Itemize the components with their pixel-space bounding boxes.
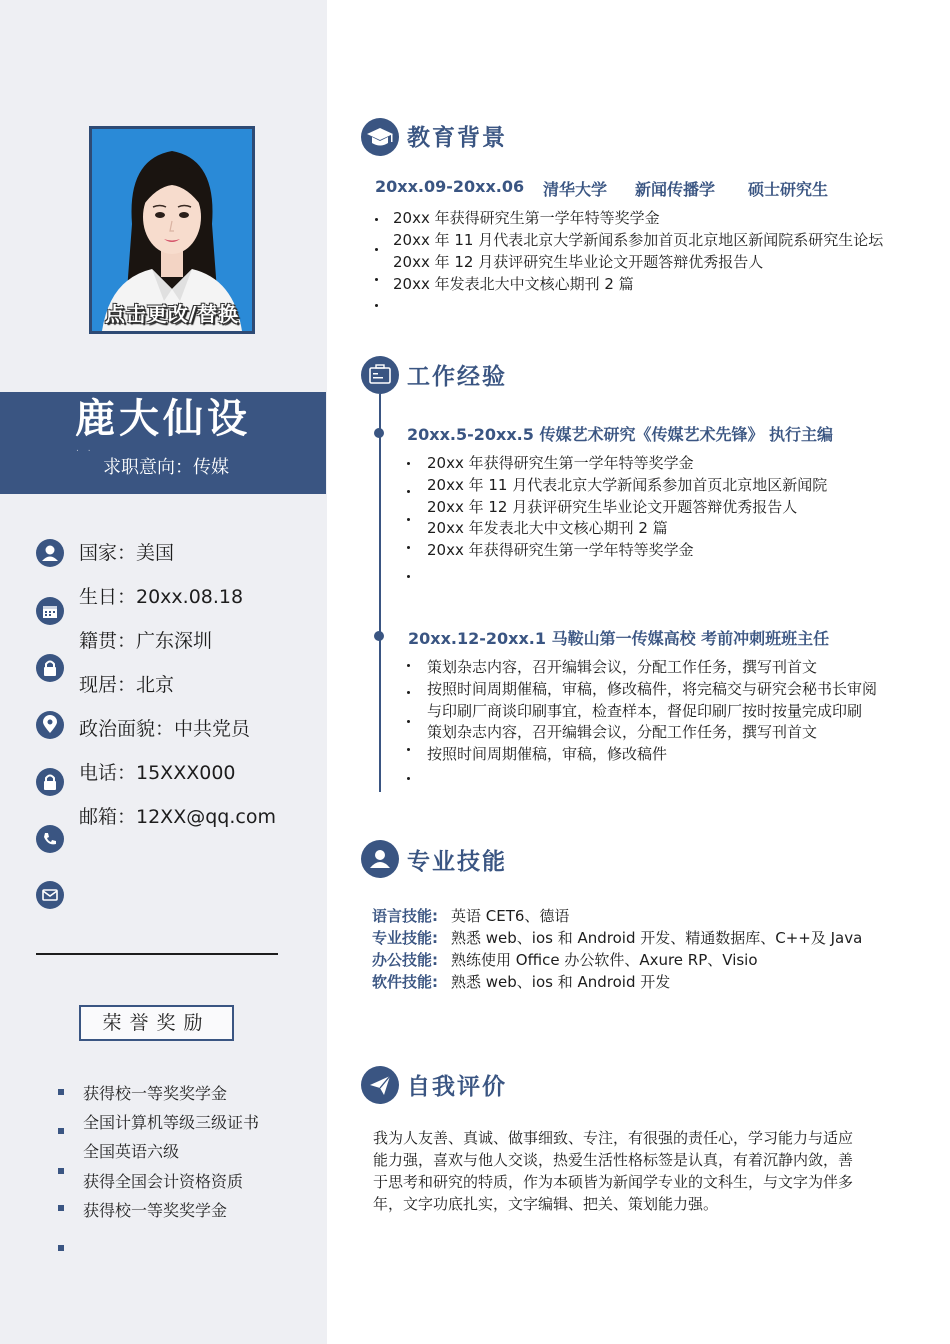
honor-bullet bbox=[58, 1089, 64, 1095]
user-lock-icon bbox=[36, 768, 64, 796]
info-phone: 电话：15XXX000 bbox=[79, 762, 236, 784]
job-item: 20xx 年获得研究生第一学年特等奖学金 bbox=[427, 454, 694, 472]
banner-dots: . . bbox=[76, 444, 94, 454]
education-degree: 硕士研究生 bbox=[748, 180, 829, 199]
info-country: 国家：美国 bbox=[79, 542, 175, 564]
info-residence: 现居：北京 bbox=[79, 674, 175, 696]
info-political: 政治面貌：中共党员 bbox=[79, 718, 251, 740]
education-major: 新闻传播学 bbox=[635, 180, 716, 199]
bullet-dot bbox=[407, 518, 410, 521]
skill-value: 熟悉 web、ios 和 Android 开发、精通数据库、C++及 Java bbox=[451, 929, 863, 947]
job-head: 20xx.12-20xx.1 马鞍山第一传媒高校 考前冲刺班班主任 bbox=[408, 629, 830, 648]
bullet-dot bbox=[407, 490, 410, 493]
skill-label: 办公技能: bbox=[372, 951, 438, 969]
self-eval-line: 我为人友善、真诚、做事细致、专注，有很强的责任心，学习能力与适应 bbox=[373, 1129, 854, 1147]
job-item: 20xx 年发表北大中文核心期刊 2 篇 bbox=[427, 519, 668, 537]
self-eval-title: 自我评价 bbox=[407, 1074, 507, 1100]
info-email: 邮箱：12XX@qq.com bbox=[79, 806, 276, 828]
honor-bullet bbox=[58, 1205, 64, 1211]
bullet-dot bbox=[407, 462, 410, 465]
self-eval-line: 于思考和研究的特质，作为本硕皆为新闻学专业的文科生，与文字为伴多 bbox=[373, 1173, 854, 1191]
info-hometown: 籍贯：广东深圳 bbox=[79, 630, 213, 652]
job-item: 策划杂志内容，召开编辑会议，分配工作任务，撰写刊首文 bbox=[427, 658, 818, 676]
candidate-name: 鹿大仙设 bbox=[75, 396, 251, 442]
skills-title: 专业技能 bbox=[407, 849, 507, 875]
bullet-dot bbox=[407, 748, 410, 751]
honor-item: 获得校一等奖奖学金 bbox=[83, 1201, 228, 1220]
info-birthday: 生日：20xx.08.18 bbox=[79, 586, 244, 608]
photo-replace-label[interactable]: 点击更改/替换 bbox=[104, 302, 240, 326]
skill-value: 熟悉 web、ios 和 Android 开发 bbox=[451, 973, 671, 991]
phone-icon bbox=[36, 825, 64, 853]
bullet-dot bbox=[407, 575, 410, 578]
honor-item: 全国计算机等级三级证书 bbox=[83, 1113, 260, 1132]
bullet-dot bbox=[407, 720, 410, 723]
self-eval-line: 年，文字功底扎实，文字编辑、把关、策划能力强。 bbox=[373, 1195, 719, 1213]
user-skill-icon bbox=[361, 840, 399, 878]
bullet-dot bbox=[407, 546, 410, 549]
bullet-dot bbox=[375, 304, 378, 307]
honors-title: 荣誉奖励 bbox=[79, 1005, 234, 1041]
honor-bullet bbox=[58, 1245, 64, 1251]
bullet-dot bbox=[407, 691, 410, 694]
self-eval-line: 能力强，喜欢与他人交谈，热爱生活性格标签是认真，有着沉静内敛，善 bbox=[373, 1151, 854, 1169]
bullet-dot bbox=[375, 248, 378, 251]
job-item: 20xx 年 11 月代表北京大学新闻系参加首页北京地区新闻院 bbox=[427, 476, 828, 494]
job-objective: 求职意向：传媒 bbox=[103, 457, 229, 478]
education-item: 20xx 年 11 月代表北京大学新闻系参加首页北京地区新闻院系研究生论坛 bbox=[393, 231, 884, 249]
profile-photo[interactable] bbox=[89, 126, 255, 334]
education-school: 清华大学 bbox=[543, 180, 608, 199]
job-item: 20xx 年获得研究生第一学年特等奖学金 bbox=[427, 541, 694, 559]
timeline-line bbox=[379, 394, 381, 792]
work-title: 工作经验 bbox=[407, 364, 507, 390]
honor-item: 获得校一等奖奖学金 bbox=[83, 1084, 228, 1103]
mail-icon bbox=[36, 881, 64, 909]
education-item: 20xx 年 12 月获评研究生毕业论文开题答辩优秀报告人 bbox=[393, 253, 764, 271]
sidebar-divider bbox=[36, 953, 278, 955]
job-item: 按照时间周期催稿，审稿，修改稿件，将完稿交与研究会秘书长审阅 bbox=[427, 680, 878, 698]
timeline-dot bbox=[374, 428, 384, 438]
timeline-dot bbox=[374, 631, 384, 641]
honor-item: 全国英语六级 bbox=[83, 1142, 180, 1161]
job-item: 策划杂志内容，召开编辑会议，分配工作任务，撰写刊首文 bbox=[427, 723, 818, 741]
education-title: 教育背景 bbox=[407, 125, 507, 151]
calendar-icon bbox=[36, 597, 64, 625]
education-period: 20xx.09-20xx.06 bbox=[375, 177, 525, 196]
bullet-dot bbox=[375, 218, 378, 221]
skill-label: 软件技能: bbox=[372, 973, 438, 991]
user-icon bbox=[36, 539, 64, 567]
name-banner bbox=[0, 392, 326, 494]
job-item: 20xx 年 12 月获评研究生毕业论文开题答辩优秀报告人 bbox=[427, 498, 798, 516]
location-pin-icon bbox=[36, 711, 64, 739]
job-item: 按照时间周期催稿，审稿，修改稿件 bbox=[427, 745, 668, 763]
honor-item: 获得全国会计资格资质 bbox=[83, 1172, 244, 1191]
skill-label: 专业技能: bbox=[372, 929, 438, 947]
honor-bullet bbox=[58, 1128, 64, 1134]
honor-bullet bbox=[58, 1168, 64, 1174]
lock-icon bbox=[36, 654, 64, 682]
skill-value: 熟练使用 Office 办公软件、Axure RP、Visio bbox=[451, 951, 758, 969]
bullet-dot bbox=[375, 278, 378, 281]
job-item: 与印刷厂商谈印刷事宜，检查样本，督促印刷厂按时按量完成印刷 bbox=[427, 702, 863, 720]
bullet-dot bbox=[407, 664, 410, 667]
graduation-cap-icon bbox=[361, 118, 399, 156]
paper-plane-icon bbox=[361, 1066, 399, 1104]
education-item: 20xx 年获得研究生第一学年特等奖学金 bbox=[393, 209, 660, 227]
self-eval-text bbox=[373, 1127, 893, 1215]
job-head: 20xx.5-20xx.5 传媒艺术研究《传媒艺术先锋》 执行主编 bbox=[407, 425, 834, 444]
skill-label: 语言技能: bbox=[372, 907, 438, 925]
education-item: 20xx 年发表北大中文核心期刊 2 篇 bbox=[393, 275, 634, 293]
skill-value: 英语 CET6、德语 bbox=[451, 907, 570, 925]
bullet-dot bbox=[407, 777, 410, 780]
briefcase-icon bbox=[361, 356, 399, 394]
